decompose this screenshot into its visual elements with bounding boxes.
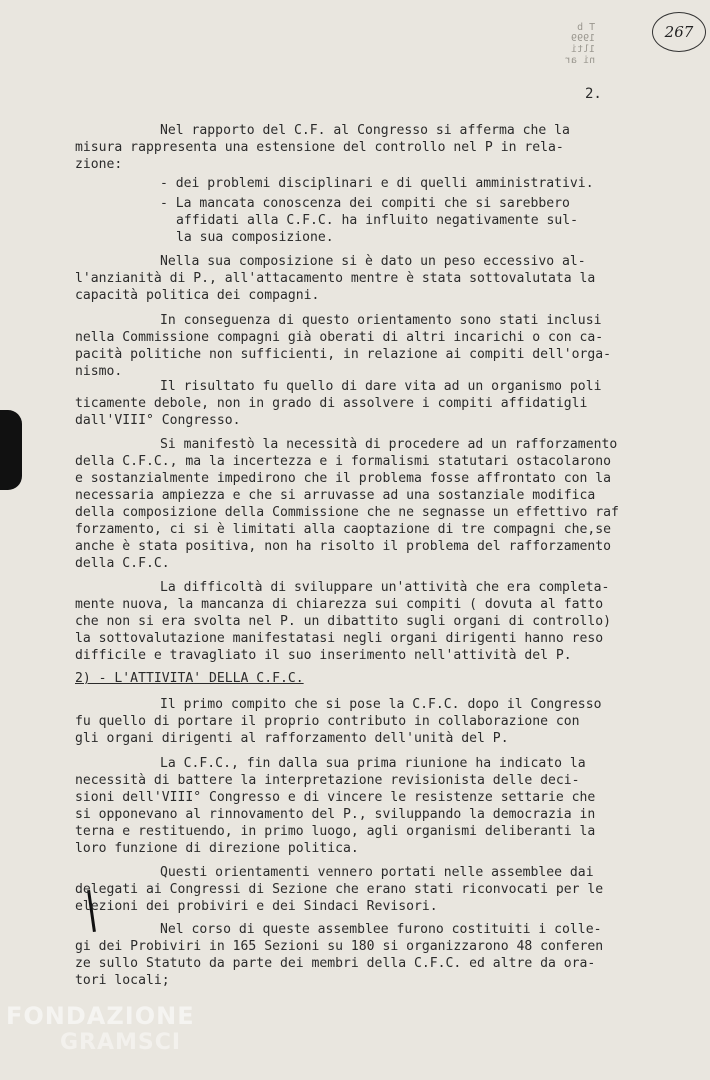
text-line: della composizione della Commissione che ne segnasse un effettivo raf — [75, 505, 619, 520]
text-line: loro funzione di direzione politica. — [75, 841, 359, 856]
text-line: ticamente debole, non in grado di assolvere i compiti affidatigli — [75, 396, 588, 411]
text-line: misura rappresenta una estensione del controllo nel P in rela- — [75, 140, 564, 155]
text-line: Nel rapporto del C.F. al Congresso si afferma che la — [160, 123, 570, 138]
text-line: gli organi dirigenti al rafforzamento dell'unità del P. — [75, 731, 509, 746]
text-line: - La mancata conoscenza dei compiti che si sarebbero — [160, 196, 570, 211]
text-line: nismo. — [75, 364, 123, 379]
page-number: 2. — [585, 86, 602, 102]
bleed-line: 1999 — [571, 33, 596, 44]
text-line: affidati alla C.F.C. ha influito negativamente sul- — [176, 213, 579, 228]
text-line: - dei problemi disciplinari e di quelli amministrativi. — [160, 176, 594, 191]
text-line: pacità politiche non sufficienti, in relazione ai compiti dell'orga- — [75, 347, 612, 362]
text-line: dall'VIII° Congresso. — [75, 413, 241, 428]
text-line: zione: — [75, 157, 123, 172]
text-line: anche è stata positiva, non ha risolto il problema del rafforzamento — [75, 539, 612, 554]
text-line: Il risultato fu quello di dare vita ad un organismo poli — [160, 379, 602, 394]
text-line: forzamento, ci si è limitati alla caoptazione di tre compagni che,se — [75, 522, 612, 537]
text-line: gi dei Probiviri in 165 Sezioni su 180 si organizzarono 48 conferen — [75, 939, 604, 954]
watermark-logo-line2: GRAMSCI — [60, 1030, 182, 1055]
text-line: necessità di battere la interpretazione revisionista delle deci- — [75, 773, 580, 788]
text-line: la sottovalutazione manifestatasi negli organi dirigenti hanno reso — [75, 631, 604, 646]
watermark-logo: FONDAZIONE — [6, 1002, 195, 1030]
bleed-through-text — [565, 22, 595, 66]
text-line: ze sullo Statuto da parte dei membri della C.F.C. ed altre da ora- — [75, 956, 596, 971]
text-line: nella Commissione compagni già oberati di altri incarichi o con ca- — [75, 330, 604, 345]
punch-hole-mark — [0, 410, 22, 490]
text-line: si opponevano al rinnovamento del P., sviluppando la democrazia in — [75, 807, 596, 822]
text-line: l'anzianità di P., all'attacamento mentre è stata sottovalutata la — [75, 271, 596, 286]
text-line: della C.F.C., ma la incertezza e i formalismi statutari ostacolarono — [75, 454, 612, 469]
text-line: Il primo compito che si pose la C.F.C. dopo il Congresso — [160, 697, 602, 712]
text-line: elezioni dei probiviri e dei Sindaci Revisori. — [75, 899, 438, 914]
text-line: la sua composizione. — [176, 230, 334, 245]
text-line: La difficoltà di sviluppare un'attività che era completa- — [160, 580, 610, 595]
bleed-line: 1lti — [571, 44, 596, 55]
text-line: che non si era svolta nel P. un dibattito sugli organi di controllo) — [75, 614, 612, 629]
text-line: Nel corso di queste assemblee furono costituiti i colle- — [160, 922, 602, 937]
text-line: Questi orientamenti vennero portati nelle assemblee dai — [160, 865, 594, 880]
text-line: delegati ai Congressi di Sezione che erano stati riconvocati per le — [75, 882, 604, 897]
archive-stamp: 267 — [652, 12, 706, 52]
text-line: della C.F.C. — [75, 556, 170, 571]
text-line: capacità politica dei compagni. — [75, 288, 320, 303]
text-line: e sostanzialmente impedirono che il problema fosse affrontato con la — [75, 471, 612, 486]
section-heading: 2) - L'ATTIVITA' DELLA C.F.C. — [75, 671, 304, 686]
text-line: fu quello di portare il proprio contributo in collaborazione con — [75, 714, 580, 729]
bleed-line: ni ar — [565, 55, 596, 66]
text-line: mente nuova, la mancanza di chiarezza sui compiti ( dovuta al fatto — [75, 597, 604, 612]
text-line: Nella sua composizione si è dato un peso eccessivo al- — [160, 254, 586, 269]
bleed-line: T b — [577, 22, 596, 33]
text-line: necessaria ampiezza e che si arruvasse ad una sostanziale modifica — [75, 488, 596, 503]
text-line: In conseguenza di questo orientamento sono stati inclusi — [160, 313, 602, 328]
text-line: tori locali; — [75, 973, 170, 988]
text-line: difficile e travagliato il suo inserimento nell'attività del P. — [75, 648, 572, 663]
text-line: Si manifestò la necessità di procedere ad un rafforzamento — [160, 437, 618, 452]
text-line: La C.F.C., fin dalla sua prima riunione ha indicato la — [160, 756, 586, 771]
text-line: terna e restituendo, in primo luogo, agli organismi deliberanti la — [75, 824, 596, 839]
text-line: sioni dell'VIII° Congresso e di vincere le resistenze settarie che — [75, 790, 596, 805]
